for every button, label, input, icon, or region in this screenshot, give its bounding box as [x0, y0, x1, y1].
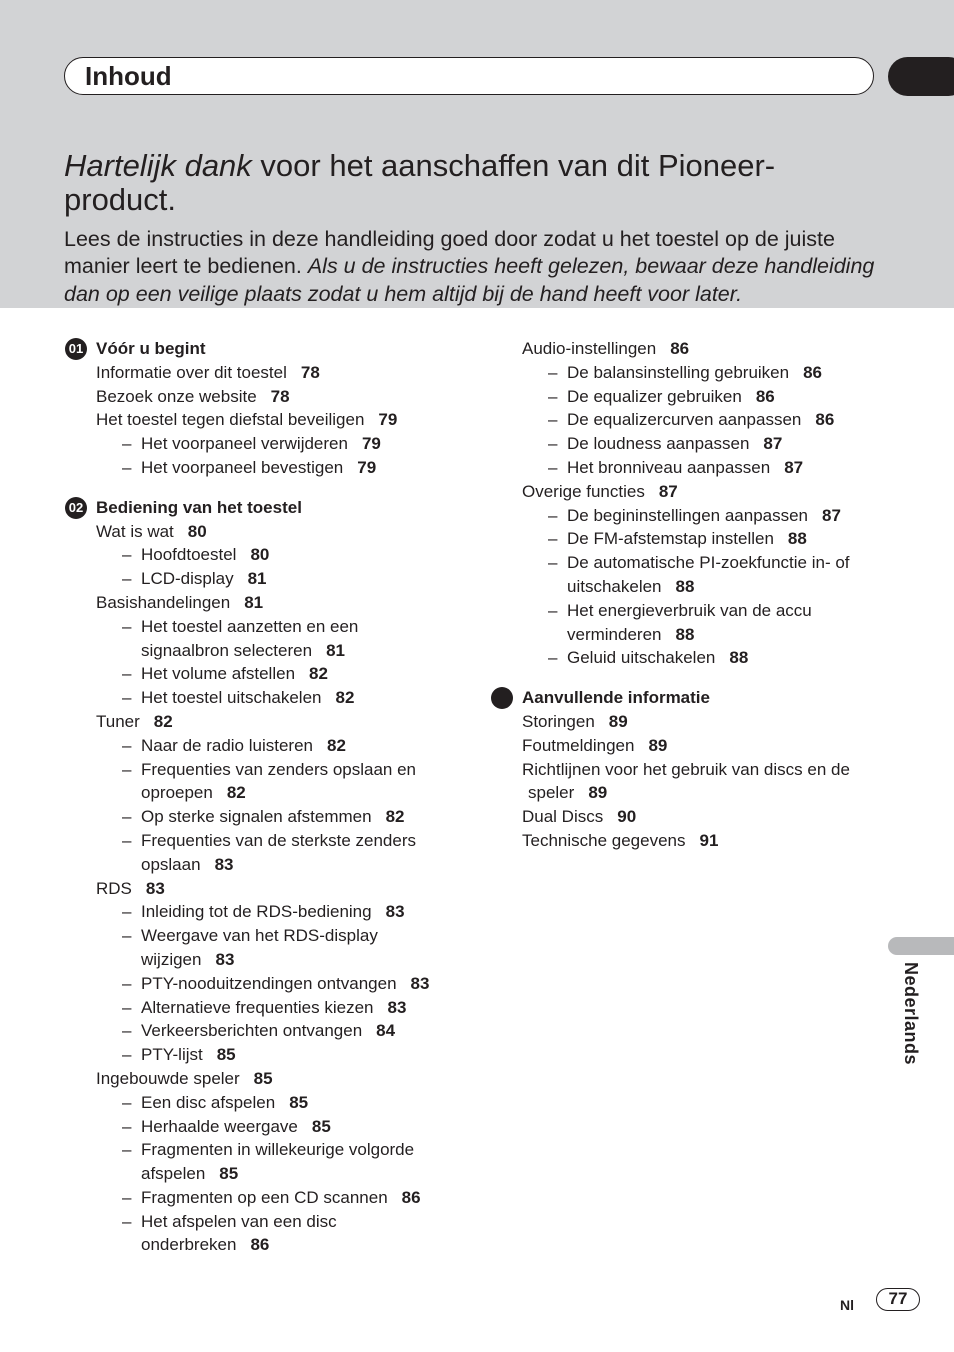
toc-entry[interactable]: Technische gegevens 91: [522, 830, 719, 850]
toc-entry[interactable]: Overige functies 87: [522, 481, 678, 501]
toc-subentry[interactable]: – Het toestel uitschakelen 82: [122, 688, 355, 708]
toc-subentry[interactable]: – PTY-lijst 85: [122, 1045, 236, 1065]
toc-entry[interactable]: Ingebouwde speler 85: [96, 1068, 273, 1088]
toc-subentry[interactable]: – De equalizer gebruiken 86: [548, 386, 775, 406]
toc-right-column: [490, 337, 890, 853]
toc-entry[interactable]: Audio-instellingen 86: [522, 339, 690, 358]
toc-subentry[interactable]: – Alternatieve frequenties kiezen 83: [122, 997, 407, 1017]
toc-subentry[interactable]: – De balansinstelling gebruiken 86: [548, 362, 823, 382]
toc-subentry-cont[interactable]: uitschakelen 88: [567, 576, 695, 596]
footer-language-code: Nl: [840, 1297, 854, 1313]
toc-subentry[interactable]: – Frequenties van de sterkste zenders: [122, 830, 416, 850]
intro-paragraph: [64, 226, 894, 309]
toc-subentry-cont[interactable]: wijzigen 83: [141, 949, 235, 969]
section-number-badge: 01: [65, 338, 87, 360]
toc-subentry[interactable]: – Inleiding tot de RDS-bediening 83: [122, 902, 405, 922]
page-number: 77: [876, 1288, 920, 1311]
toc-subentry[interactable]: – De FM-afstemstap instellen 88: [548, 529, 807, 549]
toc-subentry[interactable]: – Fragmenten in willekeurige volgorde: [122, 1140, 415, 1160]
section-number-badge: [491, 687, 513, 709]
page-headline: [64, 149, 884, 217]
toc-subentry[interactable]: – De loudness aanpassen 87: [548, 434, 783, 454]
toc-subentry[interactable]: – Fragmenten op een CD scannen 86: [122, 1187, 421, 1207]
section-header: [64, 57, 874, 95]
toc-subentry[interactable]: – Het energieverbruik van de accu: [548, 600, 812, 620]
toc-subentry[interactable]: – De equalizercurven aanpassen 86: [548, 410, 835, 430]
toc-section-heading[interactable]: [490, 686, 890, 710]
toc-subentry[interactable]: – Geluid uitschakelen 88: [548, 648, 749, 668]
toc-entry[interactable]: RDS 83: [96, 878, 165, 898]
toc-subentry[interactable]: – Verkeersberichten ontvangen 84: [122, 1021, 396, 1041]
toc-subentry-cont[interactable]: verminderen 88: [567, 624, 695, 644]
toc-subentry-cont[interactable]: afspelen 85: [141, 1164, 239, 1184]
toc-subentry-cont[interactable]: signaalbron selecteren 81: [141, 640, 345, 660]
toc-entry[interactable]: Basishandelingen 81: [96, 592, 264, 612]
toc-subentry[interactable]: – Het voorpaneel bevestigen 79: [122, 457, 377, 477]
toc-subentry[interactable]: – Herhaalde weergave 85: [122, 1116, 331, 1136]
section-title: Inhoud: [85, 61, 172, 91]
language-label: Nederlands: [901, 962, 921, 1066]
toc-entry[interactable]: Informatie over dit toestel 78: [96, 362, 320, 382]
toc-entry[interactable]: Foutmeldingen 89: [522, 735, 668, 755]
toc-subentry-cont[interactable]: onderbreken 86: [141, 1235, 270, 1255]
toc-entry[interactable]: Richtlijnen voor het gebruik van discs en de: [522, 759, 850, 779]
toc-subentry[interactable]: – Het voorpaneel verwijderen 79: [122, 434, 381, 454]
toc-subentry[interactable]: – LCD-display 81: [122, 569, 267, 589]
toc-subentry[interactable]: – Het bronniveau aanpassen 87: [548, 457, 804, 477]
toc-heading-label: Vóór u begint: [96, 339, 206, 358]
toc-heading-label: Bediening van het toestel: [96, 497, 302, 517]
toc-subentry[interactable]: – Frequenties van zenders opslaan en: [122, 759, 417, 779]
toc-subentry[interactable]: – De automatische PI-zoekfunctie in- of: [548, 553, 850, 573]
headline-normal: voor het aanschaffen van dit Pioneer-product.: [64, 147, 776, 217]
toc-entry[interactable]: Tuner 82: [96, 711, 173, 731]
section-number-badge: 02: [65, 497, 87, 519]
toc-subentry[interactable]: – PTY-nooduitzendingen ontvangen 83: [122, 973, 430, 993]
intro-italic: Als u de instructies heeft gelezen, bewaar deze handleiding dan op een veilige plaats zodat u hem altijd bij de hand heeft voor later.: [64, 254, 875, 306]
toc-entry[interactable]: Wat is wat 80: [96, 521, 207, 541]
language-tab: [888, 937, 954, 955]
toc-entry-cont[interactable]: speler 89: [528, 783, 608, 803]
toc-subentry[interactable]: – Hoofdtoestel 80: [122, 545, 270, 565]
toc-subentry-cont[interactable]: opslaan 83: [141, 854, 234, 874]
toc-left-column: [64, 337, 464, 1257]
toc-section-heading[interactable]: [64, 337, 464, 361]
toc-entry[interactable]: Bezoek onze website 78: [96, 386, 290, 406]
toc-subentry[interactable]: – Naar de radio luisteren 82: [122, 735, 346, 755]
toc-entry[interactable]: Storingen 89: [522, 711, 628, 731]
toc-subentry[interactable]: – Het volume afstellen 82: [122, 664, 328, 684]
toc-subentry[interactable]: – De begininstellingen aanpassen 87: [548, 505, 841, 525]
toc-subentry[interactable]: – Op sterke signalen afstemmen 82: [122, 807, 405, 827]
toc-subentry[interactable]: – Weergave van het RDS-display: [122, 926, 378, 946]
intro-normal: Lees de instructies in deze handleiding goed door zodat u het toestel op de juiste manier leert te bedienen.: [64, 226, 835, 278]
toc-heading-label: Aanvullende informatie: [522, 688, 710, 708]
toc-entry[interactable]: Het toestel tegen diefstal beveiligen 79: [96, 410, 398, 430]
section-tab-marker: [888, 57, 954, 96]
toc-subentry-cont[interactable]: oproepen 82: [141, 783, 246, 803]
toc-section-heading[interactable]: [64, 496, 464, 520]
toc-subentry[interactable]: – Het toestel aanzetten en een: [122, 616, 359, 636]
toc-subentry[interactable]: – Een disc afspelen 85: [122, 1092, 309, 1112]
toc-entry[interactable]: Dual Discs 90: [522, 807, 637, 827]
toc-subentry[interactable]: – Het afspelen van een disc: [122, 1211, 337, 1231]
headline-italic: Hartelijk dank: [64, 147, 252, 183]
